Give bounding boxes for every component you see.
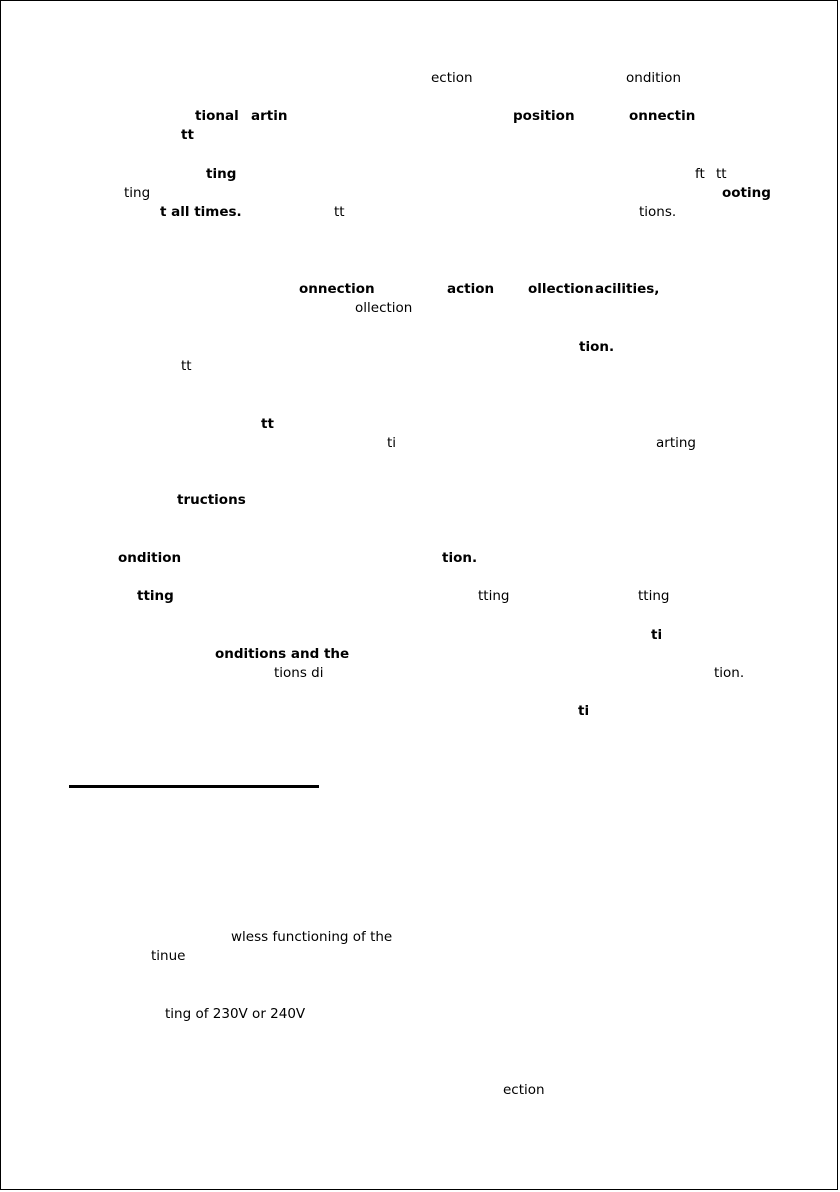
text-fragment: tting (478, 588, 510, 604)
text-fragment: ection (503, 1082, 545, 1098)
text-fragment: acilities, (595, 281, 660, 297)
text-fragment: ection (431, 70, 473, 86)
text-fragment: tions. (639, 204, 677, 220)
text-fragment: wless functioning of the (231, 929, 393, 945)
text-fragment: tion. (579, 339, 615, 355)
text-fragment: tt (716, 166, 727, 182)
text-fragment: position (513, 108, 575, 124)
text-fragment: onnection (299, 281, 375, 297)
text-fragment: onditions and the (215, 646, 350, 662)
text-fragment: ollection (355, 300, 413, 316)
text-fragment: tional (195, 108, 239, 124)
text-fragment: tting (638, 588, 670, 604)
text-fragment: tinue (151, 948, 186, 964)
text-fragment: ting (124, 185, 151, 201)
text-fragment: ti (651, 627, 663, 643)
text-fragment: tion. (714, 665, 745, 681)
text-fragment: tt (334, 204, 345, 220)
text-fragment: tt (181, 358, 192, 374)
text-fragment: tructions (177, 492, 246, 508)
text-fragment: ting of 230V or 240V (165, 1006, 306, 1022)
text-fragment: tt (261, 416, 274, 432)
text-fragment: ti (387, 435, 397, 451)
text-fragment: ollection (528, 281, 594, 297)
text-fragment: ooting (722, 185, 771, 201)
text-fragment: arting (656, 435, 696, 451)
text-fragment: ondition (118, 550, 182, 566)
text-fragment: artin (251, 108, 288, 124)
text-fragment: tions di (274, 665, 324, 681)
text-fragment: ting (206, 166, 237, 182)
text-fragment: ti (578, 703, 590, 719)
text-fragment: onnectin (629, 108, 696, 124)
text-fragment: action (447, 281, 495, 297)
text-fragment: tting (137, 588, 174, 604)
text-fragment: t all times. (160, 204, 242, 220)
text-fragment: ft (695, 166, 705, 182)
text-fragment: tion. (442, 550, 478, 566)
text-fragment: tt (181, 127, 194, 143)
text-fragment: ondition (626, 70, 681, 86)
section-divider (69, 785, 319, 788)
